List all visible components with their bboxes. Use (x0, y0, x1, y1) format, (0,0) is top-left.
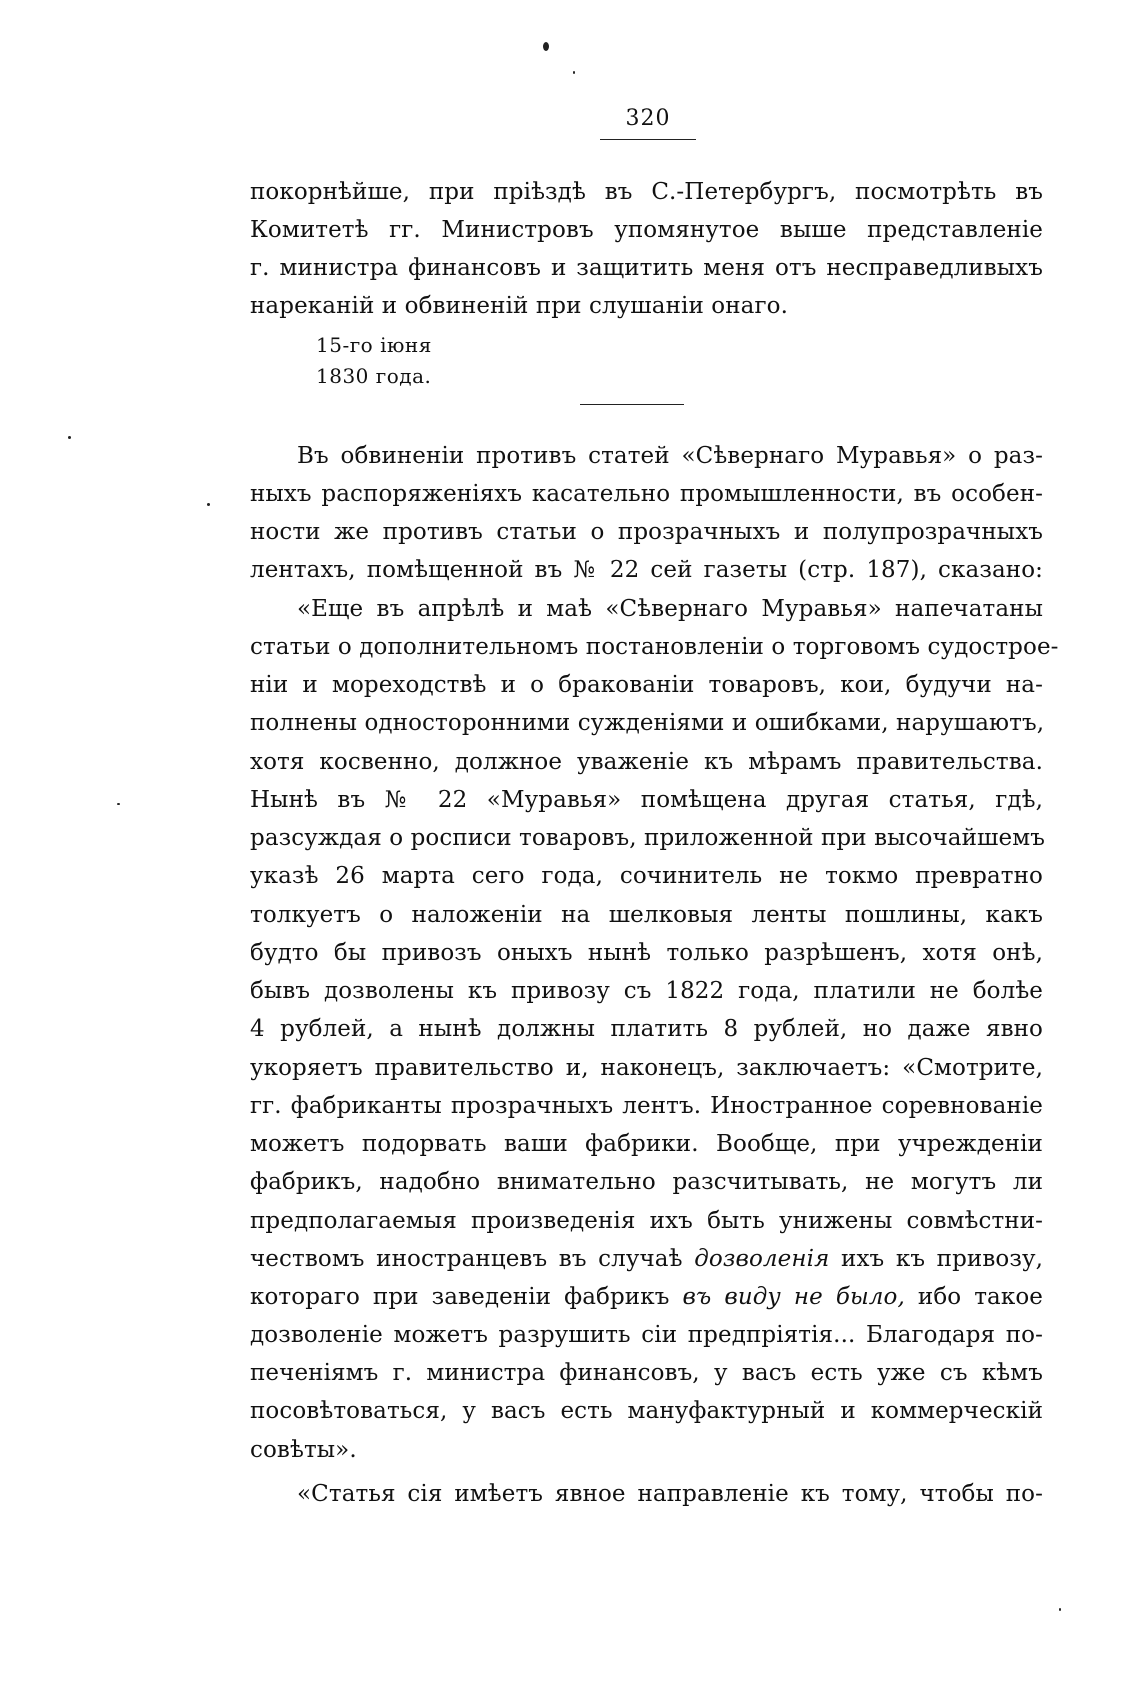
scan-speck (573, 71, 575, 74)
article-text: ибо такое (917, 1284, 1043, 1310)
article-text: котораго при заведеніи фабрикъ (250, 1284, 670, 1310)
article-line: ныхъ распоряженіяхъ касательно промышленности, въ особен- (250, 481, 1043, 507)
article-text: ихъ къ привозу, (841, 1246, 1044, 1272)
article-line: будто бы привозъ оныхъ нынѣ только разрѣшенъ, хотя онѣ, (250, 940, 1043, 966)
article-line: укоряетъ правительство и, наконецъ, заключаетъ: «Смотрите, (250, 1055, 1043, 1081)
article-line: «Статья сія имѣетъ явное направленіе къ тому, чтобы по- (297, 1481, 1043, 1507)
article-line: печеніямъ г. министра финансовъ, у васъ есть уже съ кѣмъ (250, 1360, 1043, 1386)
scan-speck (68, 436, 71, 439)
closing-line: г. министра финансовъ и защитить меня отъ несправедливыхъ (250, 255, 1043, 281)
article-line: совѣты». (250, 1437, 357, 1463)
article-line: разсуждая о росписи товаровъ, приложенной при высочайшемъ (250, 825, 1045, 851)
closing-line: нареканій и обвиненій при слушаніи онаго. (250, 293, 789, 319)
article-line (250, 1241, 1043, 1277)
scan-speck (1059, 1608, 1061, 1611)
article-line: дозволеніе можетъ разрушить сіи предпріятія... Благодаря по- (250, 1322, 1043, 1348)
article-line: предполагаемыя произведенія ихъ быть унижены совмѣстни- (250, 1208, 1043, 1234)
article-line (250, 1279, 1043, 1315)
article-line: Въ обвиненіи противъ статей «Сѣвернаго Муравья» о раз- (297, 443, 1043, 469)
article-emphasis: дозволенія (694, 1246, 830, 1272)
article-line: 4 рублей, а нынѣ должны платить 8 рублей, но даже явно (250, 1016, 1043, 1042)
article-line: посовѣтоваться, у васъ есть мануфактурный и коммерческій (250, 1398, 1043, 1424)
article-line: можетъ подорвать ваши фабрики. Вообще, при учрежденіи (250, 1131, 1043, 1157)
article-line: бывъ дозволены къ привозу съ 1822 года, платили не болѣе (250, 978, 1043, 1004)
scan-speck (207, 503, 210, 506)
date-day: 15-го іюня (316, 333, 432, 357)
article-line: лентахъ, помѣщенной въ № 22 сей газеты (стр. 187), сказано: (250, 557, 1043, 583)
section-separator (580, 404, 684, 405)
article-line: хотя косвенно, должное уваженіе къ мѣрамъ правительства. (250, 749, 1043, 775)
scan-speck (543, 42, 549, 51)
article-text: чествомъ иностранцевъ въ случаѣ (250, 1246, 683, 1272)
article-line: ности же противъ статьи о прозрачныхъ и полупрозрачныхъ (250, 519, 1043, 545)
article-line: «Еще въ апрѣлѣ и маѣ «Сѣвернаго Муравья» напечатаны (297, 596, 1043, 622)
article-line: статьи о дополнительномъ постановленіи о торговомъ судострое- (250, 634, 1059, 660)
closing-line: покорнѣйше, при пріѣздѣ въ С.-Петербургъ, посмотрѣть въ (250, 179, 1043, 205)
article-emphasis: въ виду не было, (682, 1284, 905, 1310)
closing-line: Комитетѣ гг. Министровъ упомянутое выше представленіе (250, 217, 1043, 243)
page-number: 320 (625, 106, 671, 131)
article-line: толкуетъ о наложеніи на шелковыя ленты пошлины, какъ (250, 902, 1043, 928)
article-line: гг. фабриканты прозрачныхъ лентъ. Иностранное соревнованіе (250, 1093, 1043, 1119)
article-line: ніи и мореходствѣ и о бракованіи товаровъ, кои, будучи на- (250, 672, 1043, 698)
scan-speck (117, 803, 120, 805)
page-number-rule (600, 139, 696, 140)
date-year: 1830 года. (316, 364, 432, 388)
article-line: полнены односторонними сужденіями и ошибками, нарушаютъ, (250, 710, 1045, 736)
article-line: Нынѣ въ № 22 «Муравья» помѣщена другая статья, гдѣ, (250, 787, 1043, 813)
article-line: указѣ 26 марта сего года, сочинитель не токмо превратно (250, 863, 1043, 889)
article-line: фабрикъ, надобно внимательно разсчитывать, не могутъ ли (250, 1169, 1043, 1195)
